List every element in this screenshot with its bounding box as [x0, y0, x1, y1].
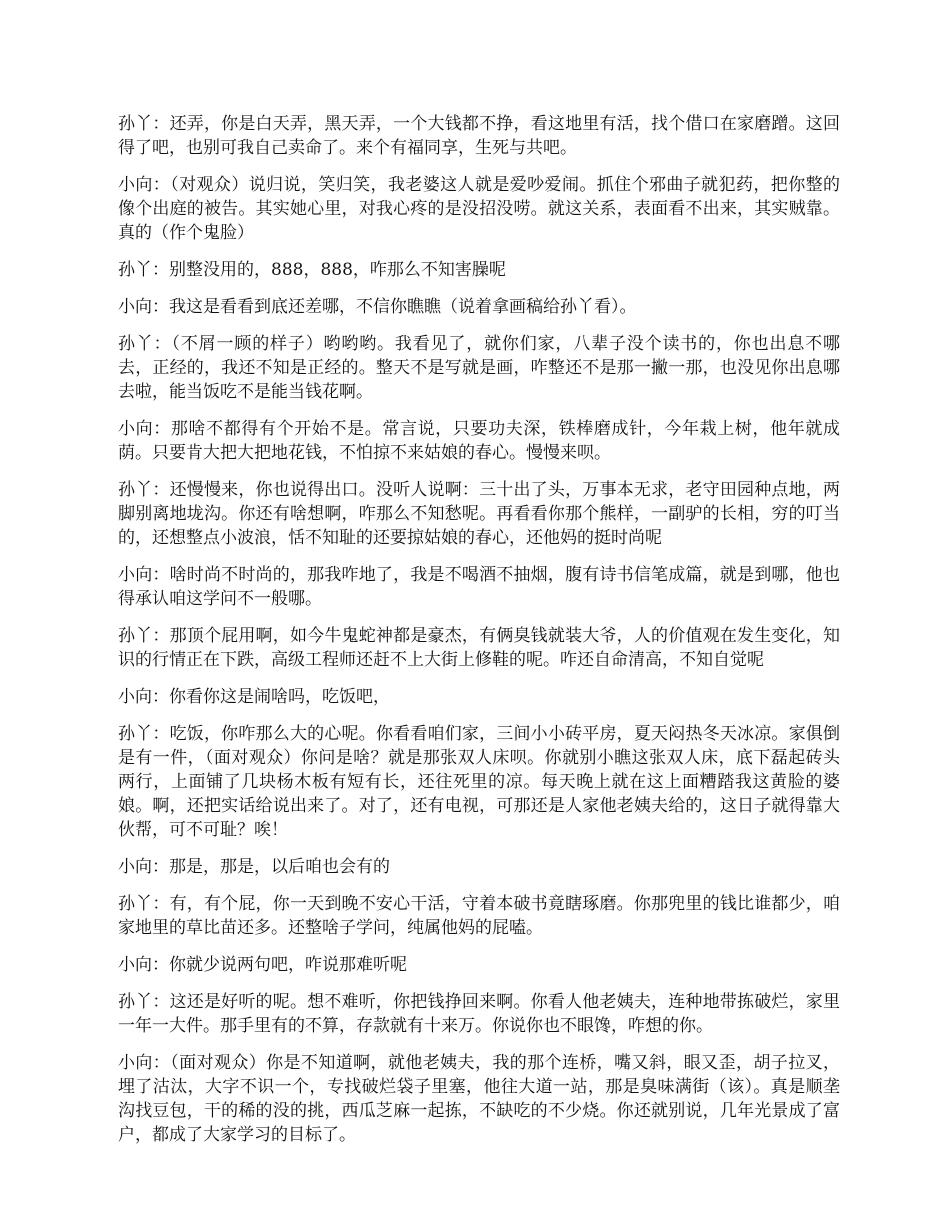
dialogue-paragraph: 小向：（对观众）说归说，笑归笑，我老婆这人就是爱吵爱闹。抓住个邪曲子就犯药，把你整的像个出庭的被告。其实她心里，对我心疼的是没招没唠。就这关系，表面看不出来，其实贼靠。真的（作个鬼脸） [118, 175, 840, 243]
dialogue-paragraph: 孙丫：这还是好听的呢。想不难听，你把钱挣回来啊。你看人他老姨夫，连种地带拣破烂，家里一年一大件。那手里有的不算，存款就有十来万。你说你也不眼馋，咋想的你。 [118, 992, 840, 1036]
dialogue-paragraph: 孙丫：别整没用的，888，888，咋那么不知害臊呢 [118, 260, 506, 280]
dialogue-paragraph: 孙丫：有，有个屁，你一天到晚不安心干活，守着本破书竟瞎琢磨。你那兜里的钱比谁都少，咱家地里的草比苗还多。还整啥子学问，纯属他妈的屁嗑。 [118, 894, 840, 938]
dialogue-paragraph: 小向：（面对观众）你是不知道啊，就他老姨夫，我的那个连桥，嘴又斜，眼又歪，胡子拉叉，埋了沽汰，大字不识一个，专找破烂袋子里塞，他往大道一站，那是臭味满街（该）。真是顺垄沟找豆包，干的稀的没的挑，西瓜芝麻一起拣，不缺吃的不少烧。你还就别说，几年光景成了富户，都成了大家学习的目标了。 [118, 1053, 840, 1145]
dialogue-paragraph: 孙丫：（不屑一顾的样子）哟哟哟。我看见了，就你们家，八辈子没个读书的，你也出息不哪去，正经的，我还不知是正经的。整天不是写就是画，咋整还不是那一撇一那，也没见你出息哪去啦，能当饭吃不是能当钱花啊。 [118, 334, 840, 402]
dialogue-paragraph: 孙丫：还弄，你是白天弄，黑天弄，一个大钱都不挣，看这地里有活，找个借口在家磨蹭。这回得了吧，也别可我自己卖命了。来个有福同享，生死与共吧。 [118, 114, 840, 158]
document-body [118, 112, 840, 1160]
dialogue-paragraph: 小向：我这是看看到底还差哪，不信你瞧瞧（说着拿画稿给孙丫看）。 [118, 297, 637, 317]
dialogue-paragraph: 小向：你看你这是闹啥吗，吃饭吧， [118, 687, 390, 707]
dialogue-paragraph: 小向：那啥不都得有个开始不是。常言说，只要功夫深，铁棒磨成针，今年栽上树，他年就成荫。只要肯大把大把地花钱，不怕掠不来姑娘的春心。慢慢来呗。 [118, 419, 840, 463]
dialogue-paragraph: 孙丫：吃饭，你咋那么大的心呢。你看看咱们家，三间小小砖平房，夏天闷热冬天冰凉。家俱倒是有一件，（面对观众）你问是啥？就是那张双人床呗。你就别小瞧这张双人床，底下磊起砖头两行，上面铺了几块杨木板有短有长，还往死里的凉。每天晚上就在这上面糟踏我这黄脸的婆娘。啊，还把实话给说出来了。对了，还有电视，可那还是人家他老姨夫给的，这日子就得靠大伙帮，可不可耻？唉！ [118, 724, 840, 840]
dialogue-paragraph: 小向：啥时尚不时尚的，那我咋地了，我是不喝酒不抽烟，腹有诗书信笔成篇，就是到哪，他也得承认咱这学问不一般哪。 [118, 565, 840, 609]
dialogue-paragraph: 孙丫：那顶个屁用啊，如今牛鬼蛇神都是豪杰，有俩臭钱就装大爷，人的价值观在发生变化，知识的行情正在下跌，高级工程师还赶不上大街上修鞋的呢。咋还自命清高，不知自觉呢 [118, 626, 840, 670]
dialogue-paragraph: 小向：你就少说两句吧，咋说那难听呢 [118, 955, 407, 975]
dialogue-paragraph: 小向：那是，那是，以后咱也会有的 [118, 857, 390, 877]
dialogue-paragraph: 孙丫：还慢慢来，你也说得出口。没听人说啊：三十出了头，万事本无求，老守田园种点地，两脚别离地垅沟。你还有啥想啊，咋那么不知愁呢。再看看你那个熊样，一副驴的长相，穷的叮当的，还想整点小波浪，恬不知耻的还要掠姑娘的春心，还他妈的挺时尚呢 [118, 480, 840, 548]
